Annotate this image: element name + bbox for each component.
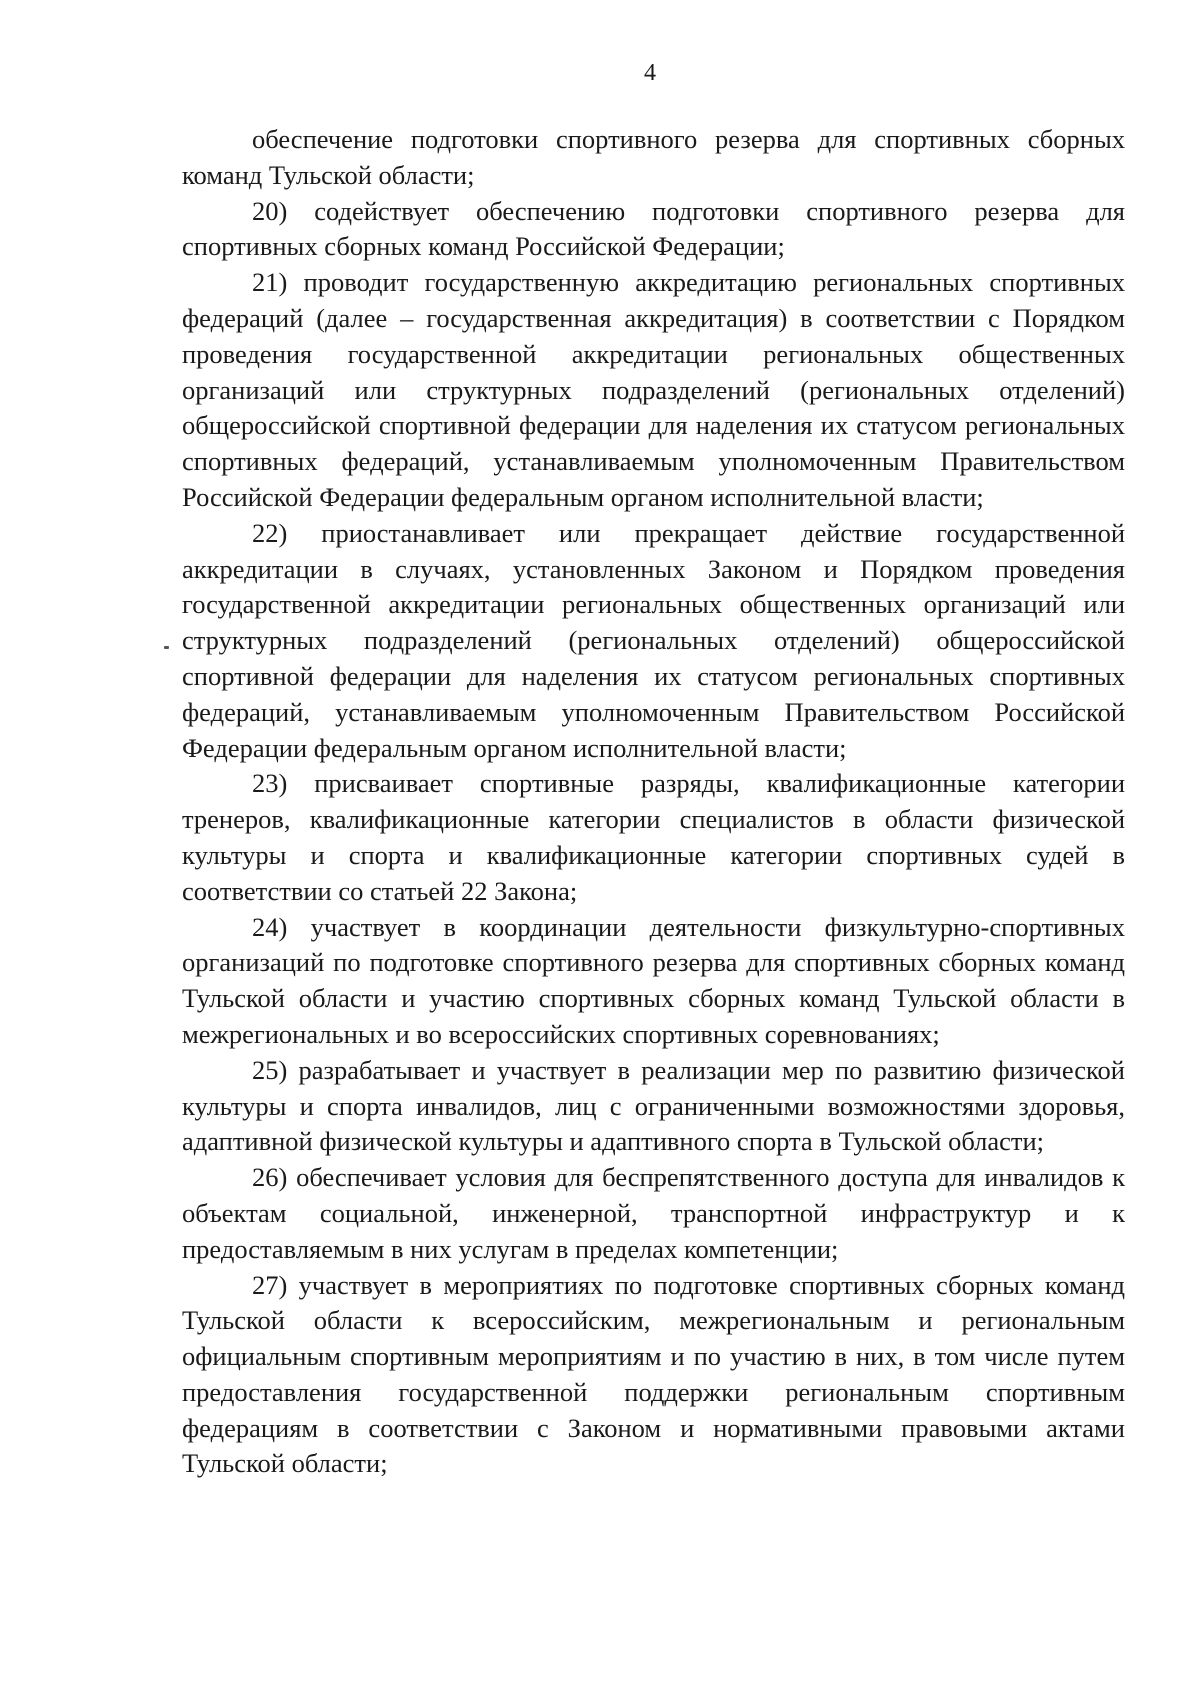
paragraph-item-27: 27) участвует в мероприятиях по подготовке спортивных сборных команд Тульской области к всероссийским, межрегиональным и региональным официальным спортивным мероприятиям и по участию в них, в том числе путем предоставления государственной поддержки региональным спортивным федерациям в соответствии с Законом и нормативными правовыми актами Тульской области; [182, 1269, 1125, 1479]
paragraph-item-21: 21) проводит государственную аккредитацию региональных спортивных федераций (далее – государственная аккредитация) в соответствии с Порядком проведения государственной аккредитации региональных общественных организаций или структурных подразделений (региональных отделений) общероссийской спортивной федерации для наделения их статусом региональных спортивных федераций, устанавливаемым уполномоченным Правительством Российской Федерации федеральным органом исполнительной власти; [182, 267, 1125, 512]
paragraph-item-22: 22) приостанавливает или прекращает действие государственной аккредитации в случаях, установленных Законом и Порядком проведения государственной аккредитации региональных общественных организаций или структурных подразделений (региональных отделений) общероссийской спортивной федерации для наделения их статусом региональных спортивных федераций, устанавливаемым уполномоченным Правительством Российской Федерации федеральным органом исполнительной власти; [182, 517, 1125, 763]
scan-artifact-mark [164, 646, 169, 649]
paragraph-intro: обеспечение подготовки спортивного резерва для спортивных сборных команд Тульской области; [182, 124, 1125, 190]
document-body [182, 122, 1125, 1482]
page-number: 4 [644, 60, 656, 86]
paragraph-item-20: 20) содействует обеспечению подготовки спортивного резерва для спортивных сборных команд Российской Федерации; [182, 195, 1125, 262]
paragraph-item-24: 24) участвует в координации деятельности физкультурно-спортивных организаций по подготовке спортивного резерва для спортивных сборных команд Тульской области и участию спортивных сборных команд Тульской области в межрегиональных и во всероссийских спортивных соревнованиях; [182, 911, 1125, 1049]
paragraph-item-25: 25) разрабатывает и участвует в реализации мер по развитию физической культуры и спорта инвалидов, лиц с ограниченными возможностями здоровья, адаптивной физической культуры и адаптивного спорта в Тульской области; [182, 1054, 1125, 1157]
paragraph-item-23: 23) присваивает спортивные разряды, квалификационные категории тренеров, квалификационные категории специалистов в области физической культуры и спорта и квалификационные категории спортивных судей в соответствии со статьей 22 Закона; [182, 768, 1125, 906]
paragraph-item-26: 26) обеспечивает условия для беспрепятственного доступа для инвалидов к объектам социальной, инженерной, транспортной инфраструктур и к предоставляемым в них услугам в пределах компетенции; [182, 1162, 1125, 1264]
